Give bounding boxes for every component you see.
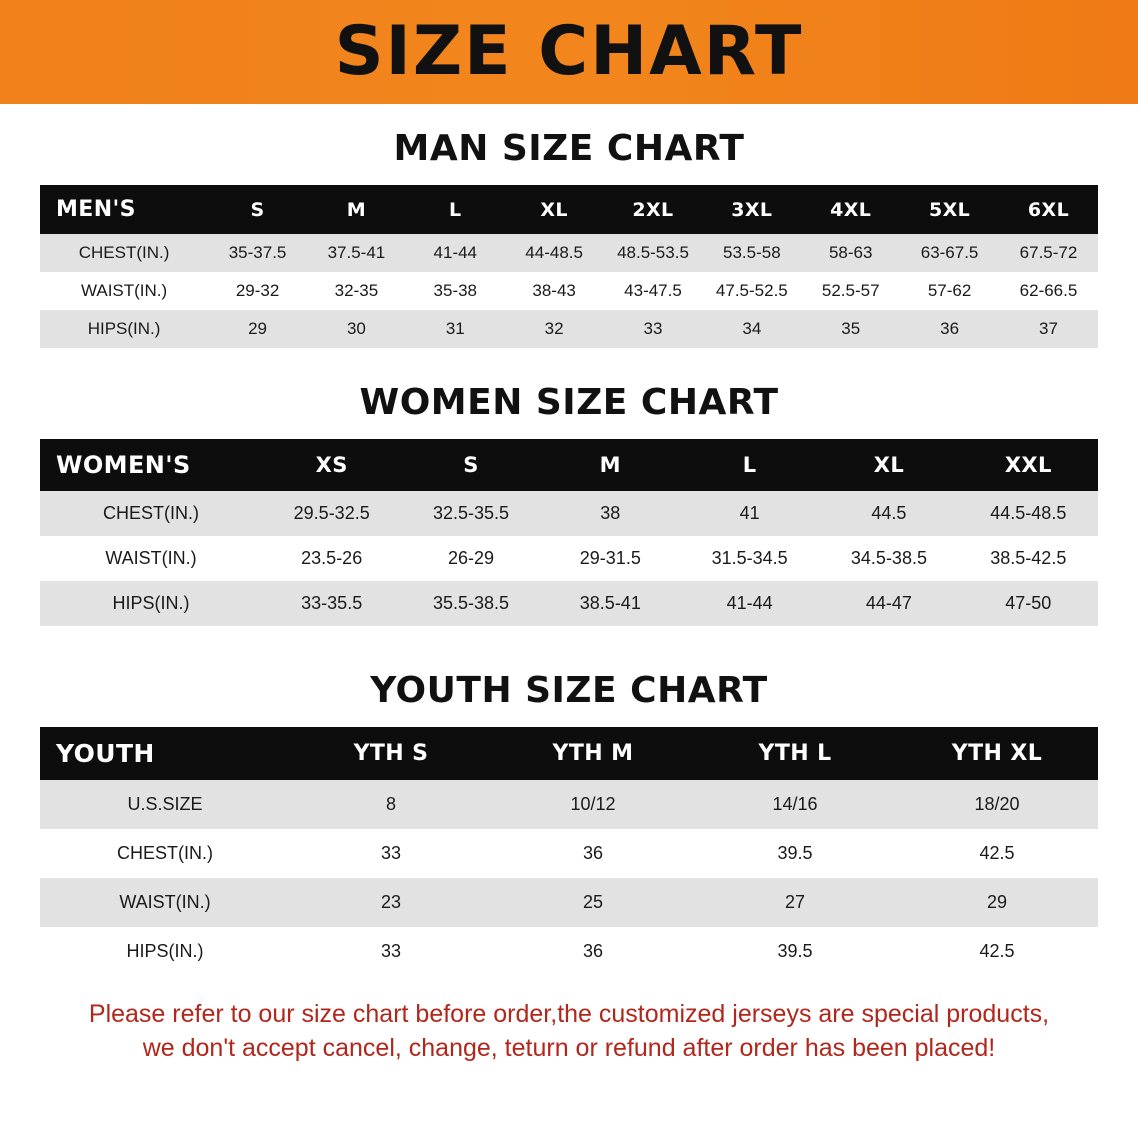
women-row-label-chest: CHEST(IN.): [103, 503, 200, 523]
women-hips-xxl: 47-50: [1005, 593, 1052, 613]
man-hips-l: 31: [445, 319, 465, 338]
youth-chest-s: 33: [380, 843, 402, 863]
women-header-l: L: [742, 453, 757, 477]
man-hips-m: 30: [346, 319, 366, 338]
man-table-header-row: [40, 185, 1098, 234]
man-header-4xl: 4XL: [830, 198, 872, 221]
table-row: [40, 536, 1098, 581]
man-header-3xl: 3XL: [731, 198, 773, 221]
table-row: [40, 581, 1098, 626]
youth-waist-s: 23: [380, 892, 402, 912]
youth-ussize-l: 14/16: [772, 794, 818, 814]
women-chest-s: 32.5-35.5: [432, 503, 510, 523]
disclaimer-line-1: Please refer to our size chart before order,the customized jerseys are special products,: [88, 1000, 1050, 1028]
man-header-m: M: [346, 198, 367, 221]
women-waist-xs: 23.5-26: [301, 548, 363, 568]
women-waist-m: 29-31.5: [579, 548, 641, 568]
women-header-xxl: XXL: [1004, 453, 1052, 477]
women-waist-s: 26-29: [447, 548, 495, 568]
youth-waist-m: 25: [582, 892, 604, 912]
man-chest-4xl: 58-63: [828, 243, 873, 262]
table-row: [40, 272, 1098, 310]
youth-ussize-s: 8: [385, 794, 396, 814]
youth-header-s: YTH S: [353, 741, 429, 766]
man-waist-3xl: 47.5-52.5: [715, 281, 788, 300]
man-chest-3xl: 53.5-58: [723, 243, 781, 262]
disclaimer-line-2: we don't accept cancel, change, teturn or refund after order has been placed!: [142, 1033, 996, 1062]
women-waist-xxl: 38.5-42.5: [990, 548, 1067, 568]
women-waist-l: 31.5-34.5: [711, 548, 788, 568]
youth-header-l: YTH L: [758, 741, 832, 766]
youth-hips-l: 39.5: [777, 941, 813, 961]
man-header-xl: XL: [540, 198, 568, 221]
man-hips-s: 29: [248, 319, 268, 338]
man-row-label-chest: CHEST(IN.): [78, 243, 170, 262]
youth-waist-l: 27: [784, 892, 806, 912]
women-header-label: WOMEN'S: [56, 451, 191, 479]
table-row: [40, 310, 1098, 348]
women-hips-xs: 33-35.5: [301, 593, 363, 613]
youth-row-label-waist: WAIST(IN.): [119, 892, 211, 912]
women-header-xs: XS: [315, 453, 348, 477]
man-header-l: L: [449, 198, 462, 221]
youth-row-label-ussize: U.S.SIZE: [127, 794, 203, 814]
women-chest-xxl: 44.5-48.5: [990, 503, 1067, 523]
youth-row-label-hips: HIPS(IN.): [126, 941, 204, 961]
man-header-6xl: 6XL: [1027, 198, 1070, 221]
women-hips-m: 38.5-41: [579, 593, 641, 613]
man-waist-m: 32-35: [334, 281, 379, 300]
man-hips-xl: 32: [544, 319, 564, 338]
man-chest-l: 41-44: [433, 243, 478, 262]
women-header-s: S: [463, 453, 479, 477]
man-header-5xl: 5XL: [928, 198, 971, 221]
youth-header-xl: YTH XL: [951, 741, 1043, 766]
table-row: [40, 491, 1098, 536]
women-waist-xl: 34.5-38.5: [850, 548, 927, 568]
youth-row-label-chest: CHEST(IN.): [117, 843, 213, 863]
women-header-m: M: [599, 453, 621, 477]
youth-ussize-m: 10/12: [570, 794, 616, 814]
man-waist-2xl: 43-47.5: [624, 281, 682, 300]
man-header-2xl: 2XL: [632, 198, 674, 221]
man-waist-l: 35-38: [433, 281, 478, 300]
man-waist-5xl: 57-62: [927, 281, 972, 300]
man-waist-4xl: 52.5-57: [821, 281, 880, 300]
size-chart-disclaimer: [34, 998, 1104, 1066]
man-row-label-waist: WAIST(IN.): [80, 281, 168, 300]
youth-header-label: YOUTH: [56, 739, 155, 768]
man-row-label-hips: HIPS(IN.): [87, 319, 161, 338]
women-header-xl: XL: [873, 453, 905, 477]
man-chest-6xl: 67.5-72: [1019, 243, 1078, 262]
man-size-table: [40, 185, 1098, 348]
man-table-wrapper: [40, 185, 1098, 348]
youth-hips-m: 36: [582, 941, 604, 961]
youth-chest-xl: 42.5: [979, 843, 1015, 863]
man-hips-4xl: 35: [841, 319, 861, 338]
man-hips-5xl: 36: [940, 319, 960, 338]
table-row: [40, 927, 1098, 976]
women-chest-l: 41: [739, 503, 760, 523]
man-chest-5xl: 63-67.5: [920, 243, 979, 262]
page-title: SIZE CHART: [334, 12, 804, 91]
man-chest-s: 35-37.5: [228, 243, 287, 262]
youth-chest-m: 36: [582, 843, 604, 863]
youth-waist-xl: 29: [986, 892, 1008, 912]
man-chest-m: 37.5-41: [327, 243, 386, 262]
man-hips-2xl: 33: [643, 319, 663, 338]
youth-ussize-xl: 18/20: [974, 794, 1020, 814]
women-table-wrapper: [40, 439, 1098, 626]
youth-table-header-row: [40, 727, 1098, 780]
man-waist-xl: 38-43: [532, 281, 576, 300]
table-row: [40, 829, 1098, 878]
youth-hips-s: 33: [380, 941, 402, 961]
man-hips-3xl: 34: [742, 319, 762, 338]
women-hips-l: 41-44: [726, 593, 773, 613]
women-table-header-row: [40, 439, 1098, 491]
youth-hips-xl: 42.5: [979, 941, 1015, 961]
youth-header-m: YTH M: [552, 741, 634, 766]
man-waist-s: 29-32: [235, 281, 280, 300]
women-section-heading: WOMEN SIZE CHART: [359, 382, 779, 423]
women-chest-xs: 29.5-32.5: [293, 503, 370, 523]
man-chest-xl: 44-48.5: [525, 243, 583, 262]
women-row-label-waist: WAIST(IN.): [105, 548, 197, 568]
women-hips-s: 35.5-38.5: [432, 593, 510, 613]
youth-size-table: [40, 727, 1098, 976]
youth-table-wrapper: [40, 727, 1098, 976]
table-row: [40, 234, 1098, 272]
women-size-table: [40, 439, 1098, 626]
man-hips-6xl: 37: [1039, 319, 1058, 338]
man-chest-2xl: 48.5-53.5: [617, 243, 689, 262]
youth-chest-l: 39.5: [777, 843, 813, 863]
man-section-heading: MAN SIZE CHART: [393, 128, 745, 169]
women-chest-m: 38: [600, 503, 621, 523]
women-row-label-hips: HIPS(IN.): [112, 593, 190, 613]
youth-section-heading: YOUTH SIZE CHART: [370, 670, 768, 711]
man-header-s: S: [250, 198, 265, 221]
women-hips-xl: 44-47: [865, 593, 912, 613]
man-waist-6xl: 62-66.5: [1019, 281, 1078, 300]
table-row: [40, 878, 1098, 927]
women-chest-xl: 44.5: [871, 503, 907, 523]
size-chart-banner: [0, 0, 1138, 104]
man-header-label: MEN'S: [56, 197, 136, 222]
table-row: [40, 780, 1098, 829]
